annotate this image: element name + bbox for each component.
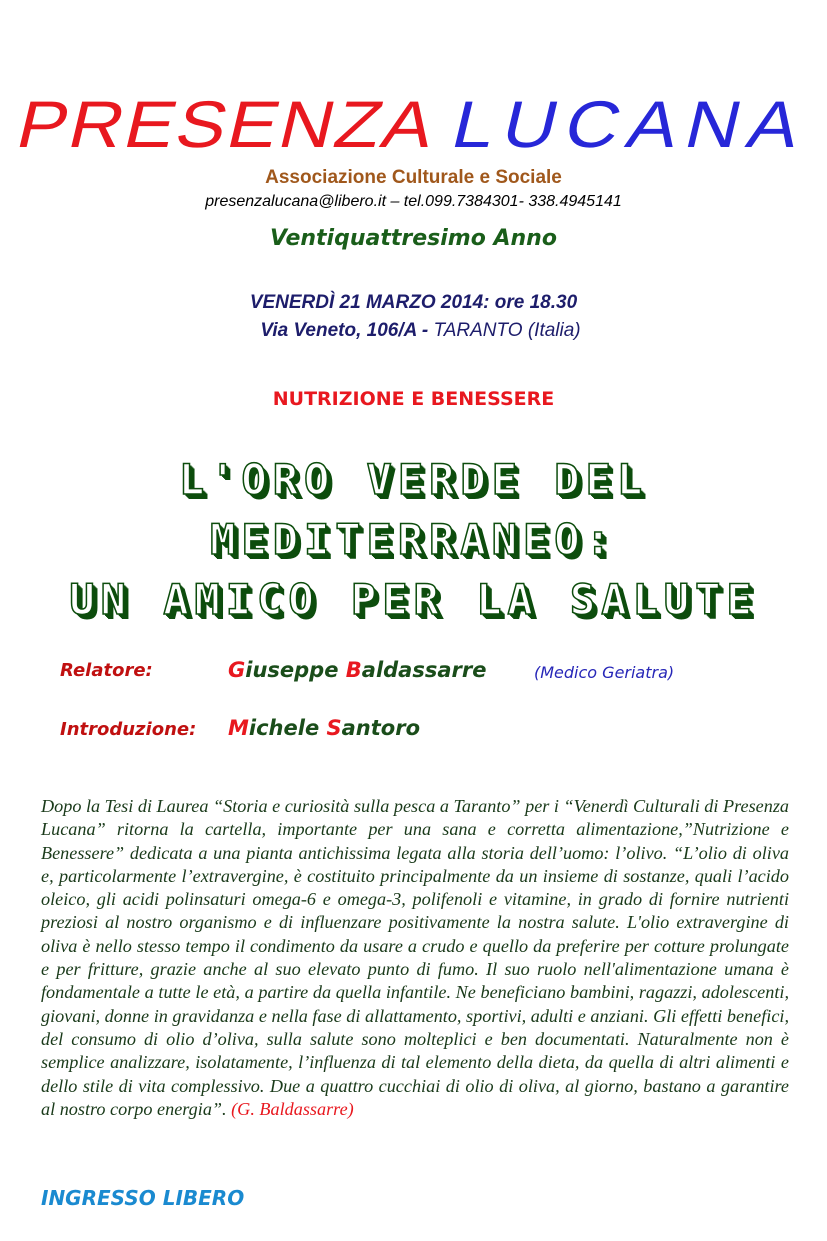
intro-name bbox=[228, 716, 420, 740]
speaker-first-initial: G bbox=[228, 658, 246, 682]
headline-line-1: L'ORO VERDE DEL bbox=[178, 455, 649, 504]
address-street: Via Veneto, 106/A - bbox=[260, 320, 429, 341]
speaker-name bbox=[228, 658, 486, 682]
title-presenza: PRESENZA bbox=[10, 87, 441, 161]
intro-label: Introduzione: bbox=[60, 719, 197, 740]
intro-first-rest: ichele bbox=[248, 716, 327, 740]
event-date: VENERDÌ 21 MARZO 2014: ore 18.30 bbox=[249, 292, 578, 313]
intro-first-initial: M bbox=[228, 716, 249, 740]
contact-line: presenzalucana@libero.it – tel.099.7384301- 338.4945141 bbox=[205, 193, 622, 210]
speaker-role: (Medico Geriatra) bbox=[534, 663, 675, 682]
title-lucana: LUCANA bbox=[445, 87, 817, 161]
body-signature: (G. Baldassarre) bbox=[231, 1098, 354, 1119]
year-label: Ventiquattresimo Anno bbox=[270, 226, 557, 251]
address-city: TARANTO (Italia) bbox=[433, 320, 581, 341]
speaker-last-rest: aldassarre bbox=[361, 658, 487, 682]
body-text: Dopo la Tesi di Laurea “Storia e curiosità sulla pesca a Taranto” per i “Venerdì Culturali di Presenza Lucana” ritorna la cartella, importante per una sana e corretta alimentazione,”Nutrizione e Benessere” dedicata a una pianta antichissima legata alla storia dell’uomo: l’olivo. “L’olio di oliva e, particolarmente l’extravergine, è costituito principalmente da un insieme di sostanze, quali l’acido oleico, gli acidi polinsaturi omega-6 e omega-3, polifenoli e vitamine, in grado di fornire nutrienti preziosi al nostro organismo e di influenzare positivamente la nostra salute. L'olio extravergine di oliva è nello stesso tempo il condimento da usare a crudo e quello da preferire per cotture prolungate e per fritture, grazie anche al suo elevato punto di fumo. Il suo ruolo nell'alimentazione umana è fondamentale a tutte le età, a partire da quella infantile. Ne beneficiano bambini, ragazzi, adolescenti, giovani, donne in gravidanza e nella fase di allattamento, sportivi, adulti e anziani. Gli effetti benefici, del consumo di olio d’oliva, sulla salute sono molteplici e ben documentati. Naturalmente non è semplice analizzare, isolatamente, l’influenza di tal elemento della dieta, da quella di altri alimenti e dello stile di vita complessivo. Due a quattro cucchiai di olio di oliva, al giorno, bastano a garantire al nostro corpo energia”. bbox=[41, 796, 789, 1119]
intro-last-initial: S bbox=[326, 716, 342, 740]
body-paragraph bbox=[41, 795, 789, 1121]
headline-line-3: UN AMICO PER LA SALUTE bbox=[69, 575, 758, 624]
headline-line-2: MEDITERRANEO: bbox=[210, 515, 617, 564]
free-entry-label: INGRESSO LIBERO bbox=[41, 1186, 245, 1210]
speaker-first-rest: iuseppe bbox=[245, 658, 346, 682]
title bbox=[0, 84, 827, 164]
event-address bbox=[0, 320, 827, 342]
event-topic: NUTRIZIONE E BENESSERE bbox=[272, 388, 555, 410]
intro-last-rest: antoro bbox=[341, 716, 420, 740]
association-subtitle: Associazione Culturale e Sociale bbox=[265, 167, 562, 188]
speaker-label: Relatore: bbox=[60, 660, 153, 681]
speaker-last-initial: B bbox=[345, 658, 362, 682]
